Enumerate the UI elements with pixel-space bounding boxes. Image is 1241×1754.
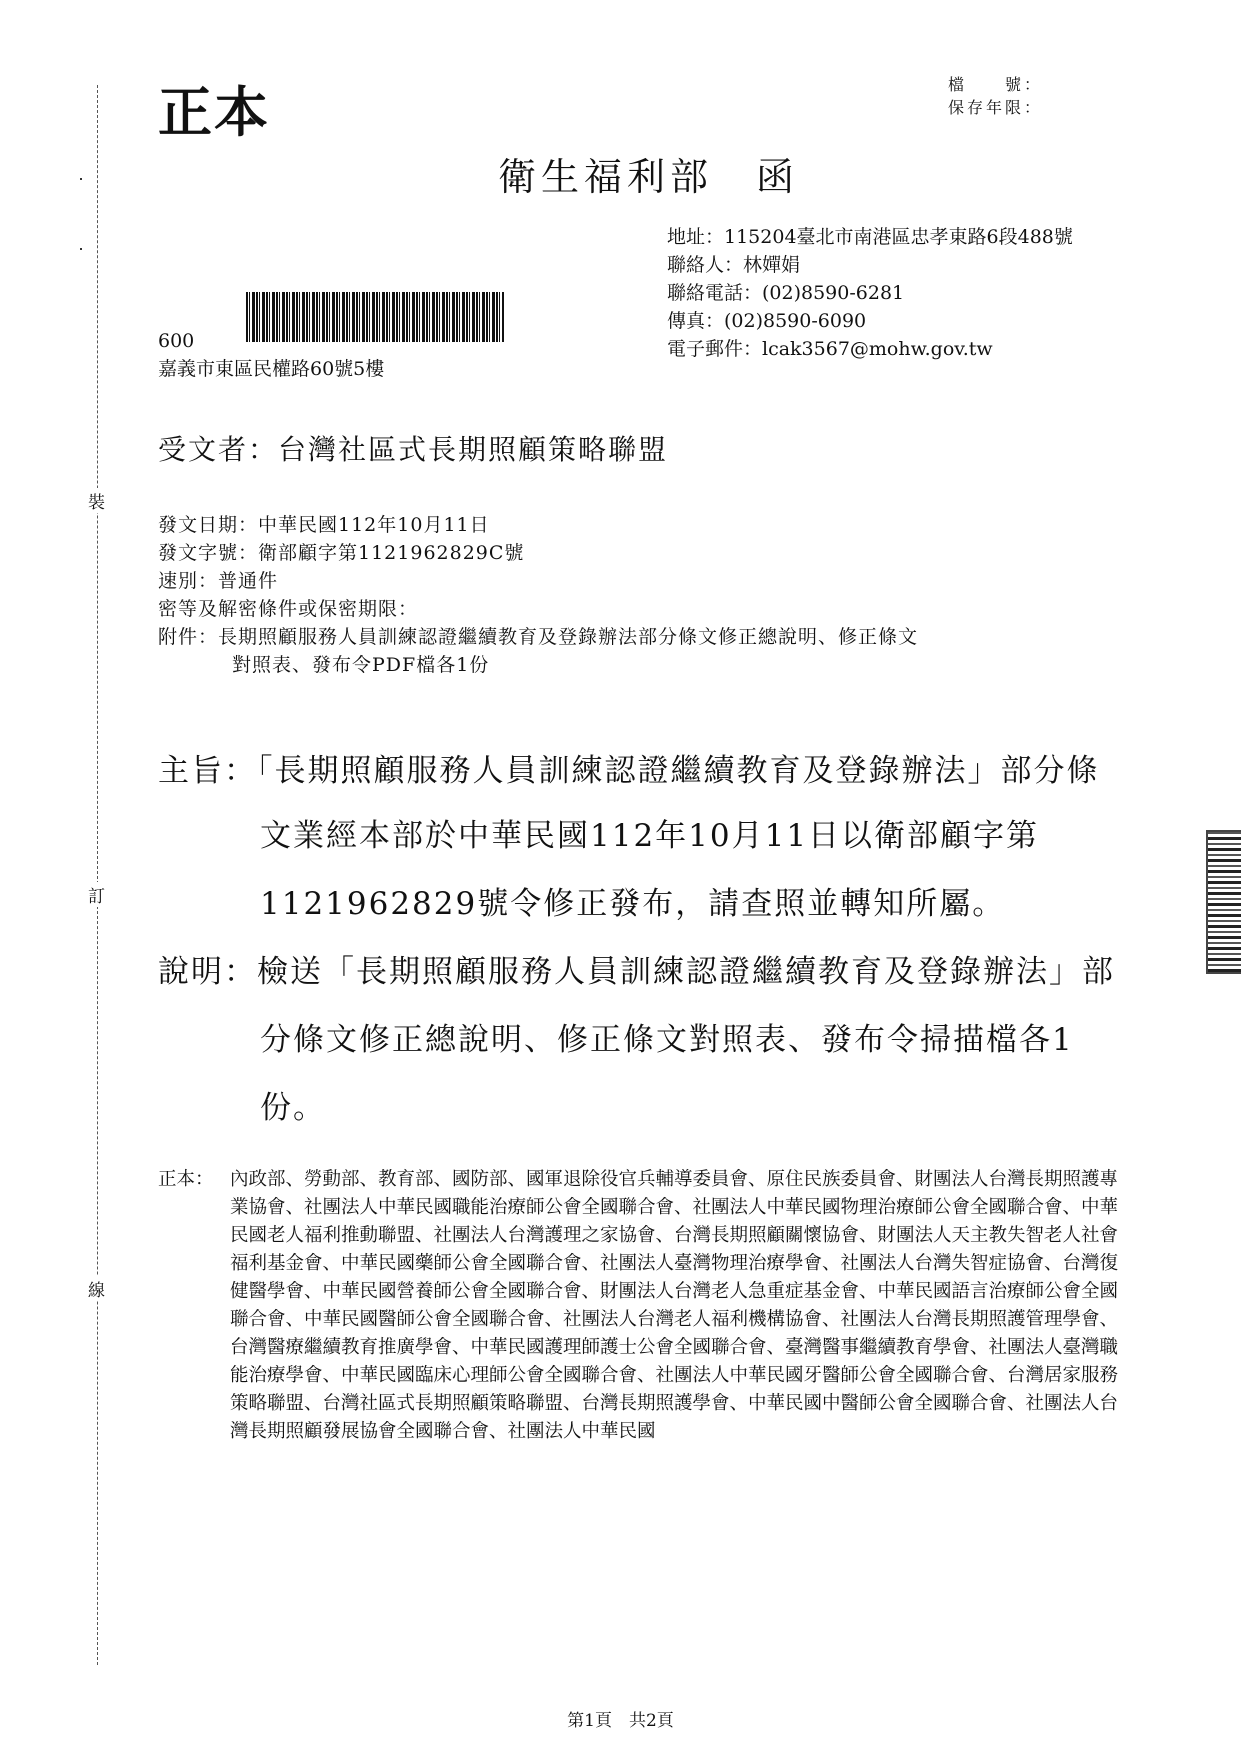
attachment-line-1: 附件：長期照顧服務人員訓練認證繼續教育及登錄辦法部分條文修正總說明、修正條文 [158,626,919,648]
binding-dot [80,248,82,250]
retention-period-label: 保存年限： [948,98,1044,117]
secrecy-level: 密等及解密條件或保密期限： [158,598,419,620]
contact-phone: 聯絡電話：(02)8590-6281 [667,282,905,304]
binding-mark-ding: 訂 [88,882,105,907]
contact-email: 電子郵件：lcak3567@mohw.gov.tw [667,338,993,360]
explanation-line-3: 份。 [260,1090,326,1126]
side-stamp-mark [1206,830,1241,974]
subject-line-3: 1121962829號令修正發布，請查照並轉知所屬。 [260,886,1006,922]
subject-line-2: 文業經本部於中華民國112年10月11日以衛部顧字第 [260,818,1040,854]
binding-dot [80,178,82,180]
binding-line [97,85,98,1665]
explanation-line-1: 說明：檢送「長期照顧服務人員訓練認證繼續教育及登錄辦法」部 [158,954,1115,990]
contact-person: 聯絡人：林嬋娟 [667,254,801,276]
recipient-zip-code: 600 [158,330,195,352]
original-copy-stamp: 正本 [158,80,270,144]
copies-label: 正本： [158,1169,214,1190]
binding-mark-xian: 線 [88,1276,105,1301]
document-number: 發文字號：衛部顧字第1121962829C號 [158,542,525,564]
recipient: 受文者：台灣社區式長期照顧策略聯盟 [158,433,669,466]
contact-address: 地址：115204臺北市南港區忠孝東路6段488號 [667,226,1073,248]
subject-line-1: 主旨：「長期照顧服務人員訓練認證繼續教育及登錄辦法」部分條 [158,753,1100,789]
postal-barcode [246,292,504,342]
issue-date: 發文日期：中華民國112年10月11日 [158,514,490,536]
page-number: 第1頁 共2頁 [567,1711,674,1731]
document-title: 衛生福利部 函 [498,155,800,199]
delivery-speed: 速別：普通件 [158,570,279,592]
explanation-line-2: 分條文修正總說明、修正條文對照表、發布令掃描檔各1 [260,1022,1074,1058]
copies-recipients: 內政部、勞動部、教育部、國防部、國軍退除役官兵輔導委員會、原住民族委員會、財團法人台灣長期照護專業協會、社團法人中華民國職能治療師公會全國聯合會、社團法人中華民國物理治療師公會全國聯合會、中華民國老人福利推動聯盟、社團法人台灣護理之家協會、台灣長期照顧關懷協會、財團法人天主教失智老人社會福利基金會、中華民國藥師公會全國聯合會、社團法人臺灣物理治療學會、社團法人台灣失智症協會、台灣復健醫學會、中華民國營養師公會全國聯合會、財團法人台灣老人急重症基金會、中華民國語言治療師公會全國聯合會、中華民國醫師公會全國聯合會、社團法人台灣老人福利機構協會、社團法人台灣長期照護管理學會、台灣醫療繼續教育推廣學會、中華民國護理師護士公會全國聯合會、臺灣醫事繼續教育學會、社團法人臺灣職能治療學會、中華民國臨床心理師公會全國聯合會、社團法人中華民國牙醫師公會全國聯合會、台灣居家服務策略聯盟、台灣社區式長期照顧策略聯盟、台灣長期照護學會、中華民國中醫師公會全國聯合會、社團法人台灣長期照顧發展協會全國聯合會、社團法人中華民國 [230,1169,1119,1442]
contact-fax: 傳真：(02)8590-6090 [667,310,867,332]
file-number-label: 檔 號： [948,75,1044,94]
attachment-line-2: 對照表、發布令PDF檔各1份 [232,654,490,676]
binding-mark-zhuang: 裝 [88,488,105,513]
recipient-address: 嘉義市東區民權路60號5樓 [158,358,385,380]
